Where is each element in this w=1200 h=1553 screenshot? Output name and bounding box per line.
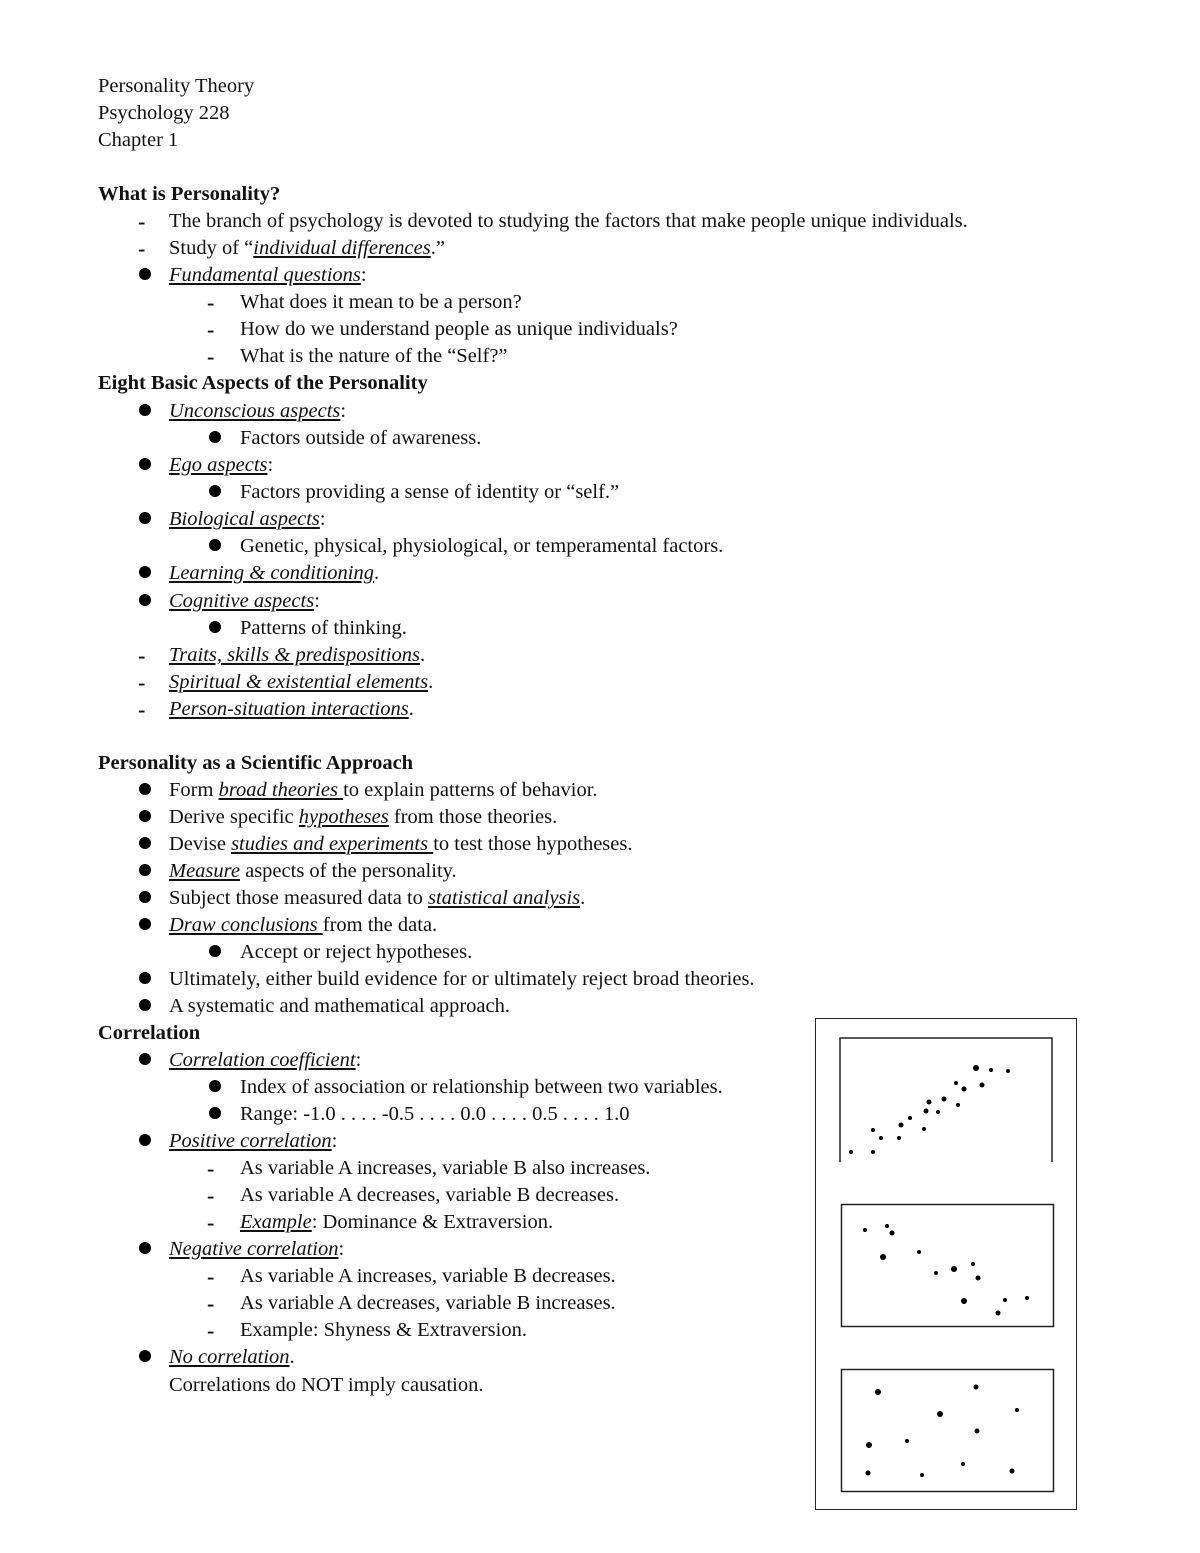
list-subitem: Factors providing a sense of identity or “self.” [240, 481, 620, 503]
list-item: Learning & conditioning. [169, 562, 380, 584]
positive-correlation-scatter [838, 1036, 1056, 1164]
bullet-dot-icon [139, 512, 151, 524]
list-subitem: What does it mean to be a person? [240, 291, 522, 313]
dash-bullet-icon: - [138, 236, 146, 261]
bullet-dot-icon [209, 1080, 221, 1092]
list-item: Subject those measured data to statistical analysis. [169, 887, 586, 909]
dash-bullet-icon: - [207, 1210, 215, 1235]
section-heading-eight-aspects: Eight Basic Aspects of the Personality [98, 372, 428, 394]
list-subitem: Accept or reject hypotheses. [240, 941, 473, 963]
bullet-dot-icon [139, 918, 151, 930]
dash-bullet-icon: - [207, 1291, 215, 1316]
dash-bullet-icon: - [138, 209, 146, 234]
bullet-dot-icon [209, 431, 221, 443]
section-heading-what-is: What is Personality? [98, 183, 281, 205]
list-subitem: As variable A increases, variable B decreases. [240, 1265, 616, 1287]
list-subitem: As variable A decreases, variable B increases. [240, 1292, 616, 1314]
list-item: Traits, skills & predispositions. [169, 644, 426, 666]
course-title: Personality Theory [98, 75, 255, 97]
dash-bullet-icon: - [207, 1183, 215, 1208]
bullet-dot-icon [209, 945, 221, 957]
dash-bullet-icon: - [207, 290, 215, 315]
bullet-dot-icon [139, 810, 151, 822]
dash-bullet-icon: - [207, 1264, 215, 1289]
list-subitem: Genetic, physical, physiological, or temperamental factors. [240, 535, 724, 557]
bullet-dot-icon [139, 458, 151, 470]
course-code: Psychology 228 [98, 102, 230, 124]
bullet-dot-icon [139, 566, 151, 578]
bullet-dot-icon [209, 1107, 221, 1119]
bullet-dot-icon [139, 972, 151, 984]
plot-frame [842, 1370, 1054, 1492]
list-item: Devise studies and experiments to test those hypotheses. [169, 833, 633, 855]
bullet-dot-icon [139, 404, 151, 416]
section-heading-scientific: Personality as a Scientific Approach [98, 752, 414, 774]
bullet-dot-icon [139, 1350, 151, 1362]
list-item: A systematic and mathematical approach. [169, 995, 510, 1017]
list-item: Correlations do NOT imply causation. [169, 1374, 484, 1396]
list-item: Negative correlation: [169, 1238, 345, 1260]
dash-bullet-icon: - [138, 697, 146, 722]
list-subitem: What is the nature of the “Self?” [240, 345, 508, 367]
list-item: The branch of psychology is devoted to studying the factors that make people unique individuals. [169, 210, 968, 232]
bullet-dot-icon [209, 539, 221, 551]
dash-bullet-icon: - [138, 670, 146, 695]
list-subitem: Range: -1.0 . . . . -0.5 . . . . 0.0 . . . . 0.5 . . . . 1.0 [240, 1103, 630, 1125]
list-subitem: Example: Shyness & Extraversion. [240, 1319, 527, 1341]
chapter-label: Chapter 1 [98, 129, 179, 151]
list-subitem: Index of association or relationship between two variables. [240, 1076, 723, 1098]
list-subitem: Factors outside of awareness. [240, 427, 482, 449]
dash-bullet-icon: - [138, 643, 146, 668]
list-item: Cognitive aspects: [169, 590, 320, 612]
dash-bullet-icon: - [207, 1318, 215, 1343]
bullet-dot-icon [139, 1242, 151, 1254]
section-heading-correlation: Correlation [98, 1022, 201, 1044]
bullet-dot-icon [139, 594, 151, 606]
list-subitem: As variable A decreases, variable B decreases. [240, 1184, 620, 1206]
bullet-dot-icon [139, 1134, 151, 1146]
list-item: Positive correlation: [169, 1130, 338, 1152]
list-item: Measure aspects of the personality. [169, 860, 457, 882]
bullet-dot-icon [139, 891, 151, 903]
bullet-dot-icon [139, 837, 151, 849]
bullet-dot-icon [139, 783, 151, 795]
bullet-dot-icon [209, 485, 221, 497]
bullet-dot-icon [209, 621, 221, 633]
list-item: Ego aspects: [169, 454, 274, 476]
plot-frame [842, 1205, 1054, 1327]
list-item: Draw conclusions from the data. [169, 914, 438, 936]
list-item: Ultimately, either build evidence for or ultimately reject broad theories. [169, 968, 755, 990]
dash-bullet-icon: - [207, 317, 215, 342]
dash-bullet-icon: - [207, 1156, 215, 1181]
dash-bullet-icon: - [207, 344, 215, 369]
list-item: Spiritual & existential elements. [169, 671, 434, 693]
list-item: Fundamental questions: [169, 264, 367, 286]
list-subitem: How do we understand people as unique individuals? [240, 318, 678, 340]
list-item: Unconscious aspects: [169, 400, 347, 422]
list-subitem: As variable A increases, variable B also increases. [240, 1157, 651, 1179]
list-item: No correlation. [169, 1346, 295, 1368]
bullet-dot-icon [139, 864, 151, 876]
bullet-dot-icon [139, 268, 151, 280]
list-item: Correlation coefficient: [169, 1049, 362, 1071]
list-item: Study of “individual differences.” [169, 237, 445, 259]
list-item: Person-situation interactions. [169, 698, 414, 720]
list-item: Biological aspects: [169, 508, 326, 530]
list-item: Form broad theories to explain patterns of behavior. [169, 779, 598, 801]
list-item: Derive specific hypotheses from those theories. [169, 806, 558, 828]
negative-correlation-scatter [840, 1203, 1056, 1329]
bullet-dot-icon [139, 1053, 151, 1065]
list-subitem: Example: Dominance & Extraversion. [240, 1211, 554, 1233]
bullet-dot-icon [139, 999, 151, 1011]
no-correlation-scatter [840, 1368, 1056, 1494]
list-subitem: Patterns of thinking. [240, 617, 407, 639]
